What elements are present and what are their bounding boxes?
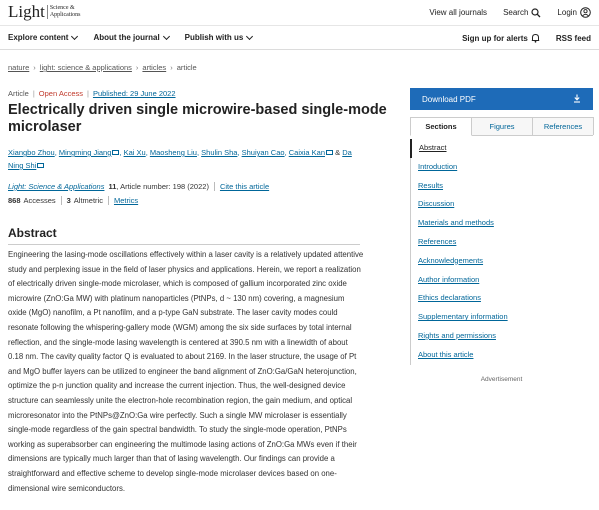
toc-item-abstract[interactable]: Abstract: [410, 139, 593, 158]
article-number: , Article number: 198 (2022): [116, 182, 209, 191]
toc-item-references[interactable]: References: [418, 236, 457, 246]
tab-references[interactable]: References: [532, 117, 594, 135]
chevron-down-icon: [71, 32, 78, 39]
article-type: Article: [8, 89, 29, 98]
author-link[interactable]: Da Ning Shi: [8, 148, 352, 170]
nav-about-journal[interactable]: [93, 33, 168, 42]
article-title: Electrically driven single microwire-based single-mode microlaser: [8, 102, 387, 135]
logo-subtitle-line-1: Science &: [49, 5, 75, 11]
published-date[interactable]: Published: 29 June 2022: [92, 89, 176, 98]
divider: [214, 182, 215, 191]
search-label: Search: [503, 8, 529, 17]
email-icon[interactable]: [112, 150, 119, 155]
nav-about-label: About the journal: [93, 33, 160, 42]
abstract-text: Engineering the lasing-mode oscillations effectively within a laser cavity is a relatively updated attentive study and perplexing issue in the field of laser physics and applications. Herein, we report a realization of electrically driven single-mode microlaser, which is composed of gallium incorporated zinc oxide microwire (ZnO:Ga MW) with platinum nanoparticles (PtNPs, d ~ 130 nm) covering, a magnesium oxide (MgO) nanofilm, a Pt nanofilm, and a p-type GaN substrate. The laser cavity modes could resonate following the whispering-gallery mode (WGM) among the six side surfaces by total internal reflection, and the single-mode lasing wavelength is centered at 390.5 nm with a linewidth of about 0.18 nm. The cavity quality factor Q is evaluated to about 2169. In the laser structure, the usage of Pt and MgO buffer layers can be utilized to engineer the band alignment of ZnO:Ga/GaN heterojunction, optimize the p-n junction quality and increase the current injection. Thus, the well-designed device structure can seamlessly unite the electron-hole recombination region, the gain medium, and optical microresonator into the PtNPs@ZnO:Ga wire perfectly. Such a single MW microlaser is essentially single-mode regardless of the gain spectral bandwidth. To study the single-mode operation, PtNPs working as superabsorber can engineering the multimode lasing actions of ZnO:Ga MWs even if their dimensions are typically much larger than that of lasing wavelength. Our findings can provide a straightforward and effective scheme to develop single-mode microlaser devices based on one-dimensional wire semiconductors.: [8, 250, 364, 493]
user-icon: [580, 7, 591, 18]
abstract-heading: Abstract: [8, 226, 360, 245]
login-button[interactable]: [557, 7, 591, 18]
chevron-down-icon: [246, 32, 253, 39]
download-pdf-label: Download PDF: [422, 94, 476, 104]
toc-item-discussion[interactable]: Discussion: [418, 199, 455, 209]
view-all-journals-link[interactable]: View all journals: [429, 8, 488, 17]
tab-sections[interactable]: Sections: [410, 117, 472, 136]
author-list: Xiangbo Zhou, Mingming Jiang , Kai Xu, Maosheng Liu, Shulin Sha, Shuiyan Cao, Caixia Kan & Da Ning Shi: [8, 148, 352, 170]
accesses-count: 868: [8, 196, 21, 205]
download-pdf-button[interactable]: [410, 88, 593, 110]
article-meta: [8, 89, 176, 98]
author-link[interactable]: Mingming Jiang: [58, 148, 112, 157]
citation-line: [8, 182, 269, 191]
altmetric-label: Altmetric: [73, 196, 103, 205]
journal-logo[interactable]: [8, 3, 81, 21]
main-nav: [0, 26, 599, 50]
toc-item-acknowledgements[interactable]: Acknowledgements: [418, 255, 484, 265]
tab-figures[interactable]: Figures: [471, 117, 533, 135]
alerts-label: Sign up for alerts: [462, 33, 528, 43]
chevron-right-icon: ›: [135, 63, 139, 72]
advertisement-label: Advertisement: [480, 376, 523, 383]
nav-explore-content[interactable]: [8, 33, 77, 42]
site-header: [0, 0, 599, 26]
metrics-link[interactable]: Metrics: [113, 196, 139, 205]
toc-item-results[interactable]: Results: [418, 180, 444, 190]
sign-up-alerts-button[interactable]: [462, 33, 540, 43]
email-icon[interactable]: [326, 150, 333, 155]
divider: |: [32, 89, 35, 98]
toc-item-author-information[interactable]: Author information: [418, 274, 480, 284]
email-icon[interactable]: [37, 163, 44, 168]
table-of-contents: [410, 139, 593, 365]
author-link[interactable]: Kai Xu: [123, 148, 146, 157]
chevron-down-icon: [163, 32, 170, 39]
author-link[interactable]: Shulin Sha: [201, 148, 238, 157]
toc-item-ethics-declarations[interactable]: Ethics declarations: [418, 293, 481, 303]
toc-item-about-article[interactable]: About this article: [418, 349, 474, 359]
author-link[interactable]: Maosheng Liu: [149, 148, 197, 157]
logo-subtitle-line-2: Applications: [49, 12, 81, 18]
metrics-line: [8, 196, 138, 205]
divider: [61, 196, 62, 205]
rss-feed-link[interactable]: RSS feed: [555, 33, 591, 43]
nav-publish-with-us[interactable]: [185, 33, 253, 42]
altmetric-count: 3: [66, 196, 71, 205]
toc-item-materials-methods[interactable]: Materials and methods: [418, 218, 494, 228]
chevron-right-icon: ›: [33, 63, 36, 72]
toc-item-rights-permissions[interactable]: Rights and permissions: [418, 330, 496, 340]
accesses-label: Accesses: [23, 196, 56, 205]
journal-name-link[interactable]: Light: Science & Applications: [8, 182, 105, 191]
search-button[interactable]: [503, 8, 541, 18]
top-links: [413, 7, 591, 18]
sidebar-tabs: [410, 117, 593, 136]
breadcrumb-articles[interactable]: articles: [142, 63, 167, 72]
logo-subtitle: [47, 5, 81, 19]
chevron-right-icon: ›: [170, 63, 173, 72]
breadcrumb-current: article: [176, 63, 197, 72]
open-access-badge: Open Access: [38, 89, 83, 98]
author-link[interactable]: Caixia Kan: [288, 148, 326, 157]
toc-item-supplementary-information[interactable]: Supplementary information: [418, 312, 508, 322]
search-icon: [531, 8, 541, 18]
toc-item-introduction[interactable]: Introduction: [418, 161, 458, 171]
nav-menu: [8, 33, 268, 42]
breadcrumb-nature[interactable]: nature: [8, 63, 30, 72]
divider: |: [87, 89, 89, 98]
nav-actions: [446, 33, 591, 43]
breadcrumb-journal[interactable]: light: science & applications: [39, 63, 132, 72]
cite-this-article-link[interactable]: Cite this article: [219, 182, 270, 191]
login-label: Login: [557, 8, 577, 17]
author-link[interactable]: Xiangbo Zhou: [8, 148, 55, 157]
download-icon: [573, 94, 581, 103]
breadcrumb: [8, 63, 197, 72]
bell-icon: [531, 33, 540, 43]
volume: 11: [108, 182, 117, 191]
divider: [108, 196, 109, 205]
author-link[interactable]: Shuiyan Cao: [241, 148, 285, 157]
logo-text: Light: [8, 2, 45, 21]
nav-publish-label: Publish with us: [184, 33, 244, 42]
nav-explore-label: Explore content: [8, 33, 69, 42]
author-ampersand: &: [335, 148, 341, 157]
